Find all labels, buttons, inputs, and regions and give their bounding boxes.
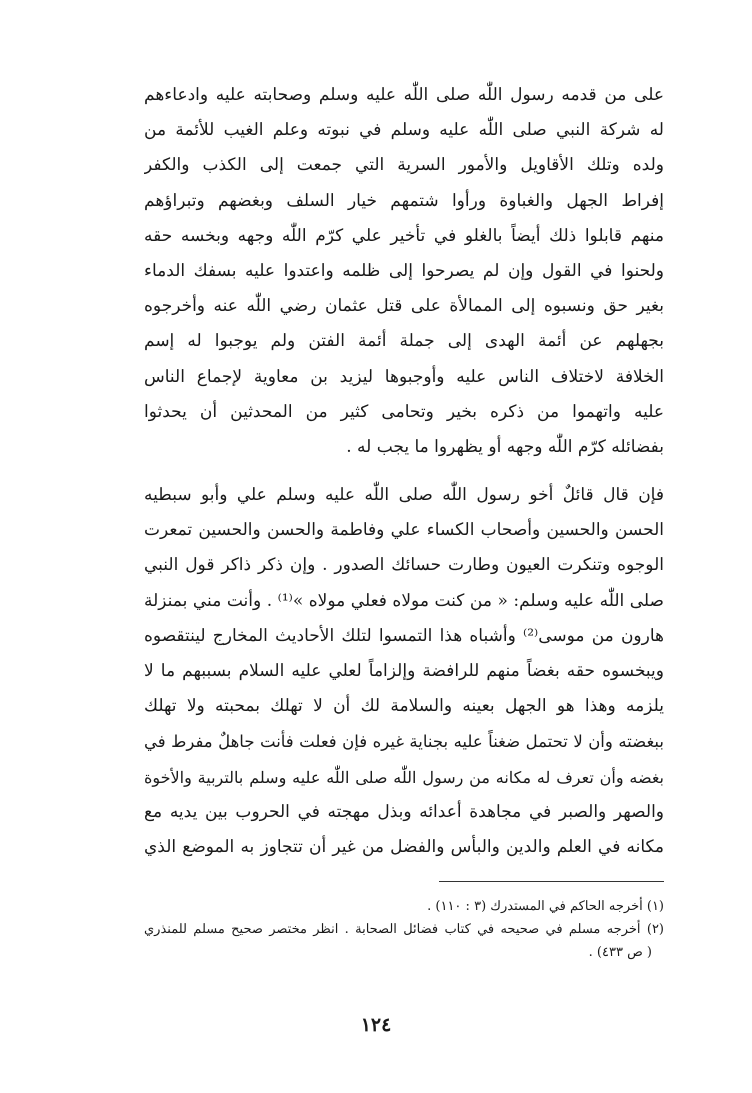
text-line: بجهلهم عن أئمة الهدى إلى جملة أئمة الفتن ولم يوجبوا له إسم bbox=[144, 331, 664, 352]
text-line: صلى اللّٰه عليه وسلم: « من كنت مولاه فعلي مولاه »⁽¹⁾ . وأنت مني بمنزلة bbox=[144, 590, 664, 611]
text-line: ببغضته وأن لا تحتمل ضغناً عليه بجناية غيره فإن فعلت فأنت جاهلٌ مفرط في bbox=[144, 732, 664, 752]
text-line: بغير حق ونسبوه إلى الممالأة على قتل عثمان رضي اللّٰه عنه وأخرجوه bbox=[144, 296, 664, 317]
text-line: ويبخسوه حقه بغضاً منهم للرافضة وإلزاماً لعلي عليه السلام بسببهم ما لا bbox=[144, 660, 664, 681]
text-line: منهم قابلوا ذلك أيضاً بالغلو في تأخير علي كرّم اللّٰه وجهه وبخسه حقه bbox=[144, 225, 664, 246]
text-line: والصهر والصبر في مجاهدة أعدائه وبذل مهجته في الحروب بين يديه مع bbox=[144, 801, 664, 822]
text-line: ولحنوا في القول وإن لم يصرحوا إلى ظلمه واعتدوا عليه بسفك الدماء bbox=[144, 260, 664, 281]
text-line: الوجوه وتنكرت العيون وطارت حسائك الصدور . وإن ذكر ذاكر قول النبي bbox=[144, 555, 664, 576]
text-line: الخلافة لاختلاف الناس عليه وأوجبوها ليزيد بن معاوية لإجماع الناس bbox=[144, 366, 664, 387]
footnotes bbox=[144, 895, 664, 964]
text-line: بفضائله كرّم اللّٰه وجهه أو يظهروا ما يجب له . bbox=[346, 436, 664, 457]
paragraph-1 bbox=[144, 78, 664, 465]
page-number: ١٢٤ bbox=[360, 1014, 392, 1036]
text-line: عليه واتهموا من ذكره بخير وتحامى كثير من المحدثين أن يحدثوا bbox=[144, 401, 664, 422]
text-line: إفراط الجهل والغباوة ورأوا شتمهم خيار السلف وبغضهم وتبراؤهم bbox=[144, 190, 664, 211]
footnote-separator bbox=[439, 881, 664, 882]
text-line: مكانه في العلم والدين والبأس والفضل من غير أن تتجاوز به الموضع الذي bbox=[144, 836, 664, 857]
footnote-2: (٢) أخرجه مسلم في صحيحه في كتاب فضائل الصحابة . انظر مختصر صحيح مسلم للمنذري bbox=[144, 922, 664, 937]
text-line: هارون من موسى⁽²⁾ وأشباه هذا التمسوا لتلك الأحاديث المخارج لينتقصوه bbox=[144, 625, 664, 646]
footnote-1: (١) أخرجه الحاكم في المستدرك (٣ : ١١٠) . bbox=[427, 899, 664, 914]
text-line: له شركة النبي صلى اللّٰه عليه وسلم في نبوته وعلم الغيب للأئمة من bbox=[144, 120, 664, 141]
paragraph-2 bbox=[144, 478, 664, 865]
text-line: على من قدمه رسول اللّٰه صلى اللّٰه عليه وسلم وصحابته عليه وادعاءهم bbox=[144, 85, 664, 105]
footnote-2-continuation: ( ص ٤٣٣) . bbox=[588, 945, 652, 960]
text-line: ولده وتلك الأقاويل والأمور السرية التي جمعت إلى الكذب والكفر bbox=[144, 155, 664, 176]
text-line: يلزمه وهذا هو الجهل بعينه والسلامة لك أن لا تهلك بمحبته ولا تهلك bbox=[144, 696, 664, 717]
text-line: بغضه وأن تعرف له مكانه من رسول اللّٰه صلى اللّٰه عليه وسلم بالتربية والأخوة bbox=[144, 767, 664, 787]
text-line: الحسن والحسين وأصحاب الكساء علي وفاطمة والحسن والحسين تمعرت bbox=[144, 520, 664, 541]
text-line: فإن قال قائلٌ أخو رسول اللّٰه صلى اللّٰه عليه وسلم علي وأبو سبطيه bbox=[144, 485, 664, 505]
